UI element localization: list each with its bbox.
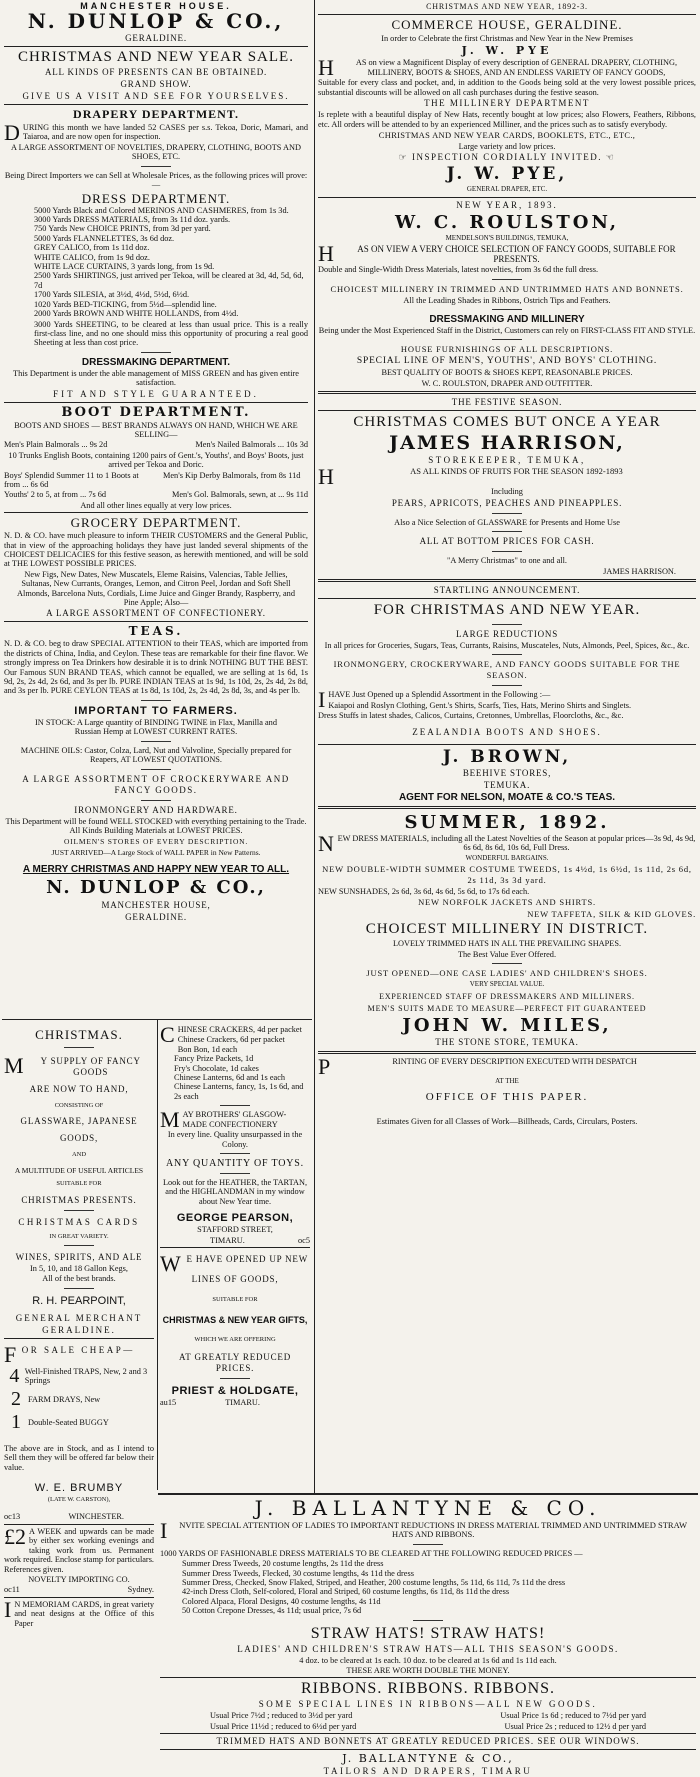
miles-millinery: CHOICEST MILLINERY IN DISTRICT. (365, 921, 649, 938)
farmers-text: IN STOCK: A Large quantity of BINDING TWINE in Flax, Manilla and Russian Hemp at LOWEST CURRENT RATES. (35, 717, 277, 737)
pye-inspection (318, 152, 696, 163)
brumby-ref: oc13 (4, 1512, 21, 1522)
ballantyne-name: J. BALLANTYNE & CO. (254, 1496, 602, 1520)
brumby-late: (LATE W. CARSTON), (47, 1496, 111, 1504)
ironmongery-text: This Department will be found WELL STOCKED with everything pertaining to the Trade. All Kinds Building Materials at LOWEST PRICES. (5, 816, 307, 835)
dunlop-name: N. DUNLOP & CO., (27, 9, 285, 33)
office-estimates: Estimates Given for all Classes of Work—Billheads, Cards, Circulars, Posters. (376, 1116, 638, 1126)
miles-case: JUST OPENED—ONE CASE LADIES' AND CHILDREN'S SHOES. (366, 968, 648, 979)
miles-case-sub: VERY SPECIAL VALUE. (469, 980, 545, 989)
novelty-town: Sydney. (127, 1585, 154, 1595)
miles-body: EW DRESS MATERIALS, including all the Latest Novelties of the Season at popular prices—3s 9d, 4s 9d, 6s 6d, 8s 6d, 10s 6d, Full Dress. (337, 833, 696, 852)
boot-title: BOOT DEPARTMENT. (61, 404, 251, 420)
brown-advert (318, 585, 696, 803)
brown-zealandia: ZEALANDIA BOOTS AND SHOES. (412, 726, 602, 737)
lower-left-divider (157, 1020, 158, 1490)
ballantyne-straw: STRAW HATS! STRAW HATS! (310, 1624, 546, 1642)
dunlop-sale: CHRISTMAS AND NEW YEAR SALE. (18, 49, 294, 65)
harrison-advert (318, 397, 696, 576)
ballantyne-top-rule (158, 1493, 698, 1495)
miles-name: JOHN W. MILES, (402, 1014, 612, 1036)
pearpoint-title: CHRISTMAS. (35, 1027, 123, 1042)
pye-cards-sub: Large variety and low prices. (458, 142, 556, 152)
novelty-ref: oc11 (4, 1585, 20, 1595)
pearson-lookout: Look out for the HEATHER, the TARTAN, and the HIGHLANDMAN in my window about New Year time. (162, 1178, 308, 1206)
ballantyne-item: 42-inch Dress Cloth, Self-colored, Floral and Striped, 60 costume lengths, 6s 11d, 8s 11d the dress (182, 1587, 510, 1597)
novelty-advert (4, 1523, 154, 1595)
ballantyne-trimmed: TRIMMED HATS AND BONNETS AT GREATLY REDUCED PRICES. SEE OUR WINDOWS. (216, 1736, 640, 1747)
brumby-item-text: Double-Seated BUGGY (28, 1417, 109, 1427)
drapery-title: DRAPERY DEPARTMENT. (73, 107, 239, 121)
pearson-line: Chinese Lanterns, fancy, 1s, 1s 6d, and 2s each (174, 1082, 304, 1101)
miles-bargains: WONDERFUL BARGAINS. (465, 853, 549, 862)
memoriam-advert (4, 1596, 154, 1628)
roulston-name: W. C. ROULSTON, (394, 211, 620, 233)
priest-footer (160, 1398, 310, 1407)
main-column-divider (314, 0, 315, 1493)
brown-iron: IRONMONGERY, CROCKERYWARE, AND FANCY GOODS SUITABLE FOR THE SEASON. (333, 659, 681, 681)
ballantyne-item: 50 Cotton Crepone Dresses, 4s 11d; usual price, 7s 6d (182, 1606, 362, 1616)
dress-line: 3000 Yards DRESS MATERIALS, from 3s 11d doz. yards. (34, 215, 231, 225)
harrison-fruits: PEARS, APRICOTS, PEACHES AND PINEAPPLES. (391, 497, 623, 508)
oilmen: OILMEN'S STORES OF EVERY DESCRIPTION. (63, 837, 249, 847)
roulston-shapes: All the Leading Shades in Ribbons, Ostrich Tips and Feathers. (403, 295, 611, 305)
brumby-footer (4, 1512, 154, 1521)
ballantyne-item: Summer Dress, Checked, Snow Flaked, Striped, and Heather, 200 costume lengths, 5s 11d, 6s 11d, 7s 11d the dress (182, 1578, 566, 1588)
roulston-body: AS ON VIEW A VERY CHOICE SELECTION OF FANCY GOODS, SUITABLE FOR PRESENTS. (357, 244, 676, 265)
roulston-special: SPECIAL LINE OF MEN'S, YOUTHS', AND BOYS' CLOTHING. (356, 356, 658, 367)
harrison-text (318, 464, 696, 490)
dress-line: 2000 Yards BROWN AND WHITE HOLLANDS, from 4½d. (34, 309, 239, 319)
novelty-amount: £2 (4, 1523, 26, 1549)
farmers-title: IMPORTANT TO FARMERS. (74, 704, 238, 717)
brumby-item (4, 1411, 154, 1434)
dunlop-novelties: A LARGE ASSORTMENT OF NOVELTIES, DRAPERY, CLOTHING, BOOTS AND SHOES, ETC. (10, 143, 301, 162)
roulston-boots: BEST QUALITY OF BOOTS & SHOES KEPT, REASONABLE PRICES. (381, 368, 633, 378)
dress-title: DRESS DEPARTMENT. (81, 190, 231, 206)
ballantyne-invite-text: NVITE SPECIAL ATTENTION OF LADIES TO IMPORTANT REDUCTIONS IN DRESS MATERIAL TRIMMED AND UNTRIMMED STRAW HATS AND RIBBONS. (179, 1520, 688, 1540)
pearpoint-wines: WINES, SPIRITS, AND ALE (15, 1252, 143, 1263)
ribbon-price: Usual Price 1s 6d ; reduced to 7½d per yard (500, 1711, 646, 1721)
miles-advert (318, 812, 696, 1048)
roulston-text (318, 241, 696, 267)
roulston-advert (318, 200, 696, 388)
priest-line2: LINES OF GOODS, (191, 1274, 279, 1285)
pye-top: CHRISTMAS AND NEW YEAR, 1892-3. (426, 2, 588, 11)
dress-line: WHITE CALICO, from 1s 9d doz. (34, 252, 150, 262)
pye-cards: CHRISTMAS AND NEW YEAR CARDS, BOOKLETS, ETC., ETC., (378, 130, 636, 141)
dunlop-visit: GIVE US A VISIT AND SEE FOR YOURSELVES. (22, 91, 290, 101)
teas-text: N. D. & CO. beg to draw SPECIAL ATTENTION to their TEAS, which are imported from the districts of China, India, and Ceylon. These teas are remarkable for their fine flavor. We strongly impress on Tea Drinkers how desirable it is to drink NOTHING BUT THE BEST. Our Famous SUN BRAND TEAS, which cannot be equalled, we are selling at 1s 6d, 1s 9d, 2s, 2s 4d, 2s 6d, and 3s per lb. PURE INDIAN TEAS at 1s 9d, 1s 10d, 2s, 2s 4d, 2s 8d, and 3s per lb. PURE CEYLON TEAS at 1s 8d, 1s 10d, 2s, 2s 4d, 2s 8d, 3s, and 4s per lb. (4, 639, 308, 696)
brumby-item (4, 1365, 154, 1388)
brown-prices: In all prices for Groceries, Sugars, Teas, Currants, Raisins, Muscateles, Nuts, Almonds, Peel, Spices, &c., &c. (324, 640, 690, 650)
pearpoint-best: All of the best brands. (42, 1274, 116, 1284)
pointing-hand-icon: ☜ (602, 152, 616, 163)
dunlop-presents: ALL KINDS OF PRESENTS CAN BE OBTAINED. (44, 67, 268, 77)
brumby-num: 4 (9, 1364, 20, 1387)
roulston-dress: Double and Single-Width Dress Materials, latest novelties, from 3s 6d the full dress. (318, 265, 599, 275)
pearson-town: TIMARU. (210, 1235, 245, 1245)
dress-line: 2500 Yards SHIRTINGS, just arrived per Tekoa, will be cleared at 3d, 4d, 5d, 6d, 7d (34, 271, 304, 290)
harrison-body: AS ALL KINDS OF FRUITS FOR THE SEASON 1892-1893 (410, 466, 623, 477)
pearpoint-drop: M (4, 1053, 25, 1078)
brumby-item-text: Well-Finished TRAPS, New, 2 and 3 Springs (24, 1366, 148, 1386)
priest-gifts: CHRISTMAS & NEW YEAR GIFTS, (162, 1314, 308, 1325)
pearpoint-line2: ARE NOW TO HAND, (29, 1084, 129, 1094)
harrison-name: JAMES HARRISON, (389, 432, 625, 455)
ballantyne-season: LADIES' AND CHILDREN'S STRAW HATS—ALL THIS SEASON'S GOODS. (237, 1643, 619, 1654)
boot-item: Men's Plain Balmorals ... 9s 2d (4, 440, 108, 450)
brumby-advert (4, 1341, 154, 1522)
office-text (318, 1053, 696, 1079)
pye-celebrate: In order to Celebrate the first Christmas and New Year in the New Premises (381, 34, 633, 43)
roulston-house: HOUSE FURNISHINGS OF ALL DESCRIPTIONS. (400, 344, 614, 355)
brumby-sale-text: OR SALE CHEAP— (21, 1344, 135, 1355)
brumby-item-text: FARM DRAYS, New (28, 1394, 101, 1404)
harrison-drop: H (318, 464, 334, 490)
dress-sheeting: 3000 Yards SHEETING, to be cleared at less than usual price. This is a really first-class line, and no one should miss this opportunity of procuring a real good Sheeting at less than cost price. (34, 319, 308, 348)
boot-item: Men's Nailed Balmorals ... 10s 3d (195, 440, 308, 450)
left-lower-column (4, 1023, 154, 1741)
brumby-note: The above are in Stock, and as I intend to Sell them they will be offered far below their value. (4, 1443, 154, 1472)
grocery-title: GROCERY DEPARTMENT. (70, 515, 242, 531)
brown-drop: I (318, 687, 326, 713)
dressmaking-fit: FIT AND STYLE GUARANTEED. (53, 388, 259, 399)
boot-item: Boys' Splendid Summer 11 to 1 Boots at from ... 6s 6d (4, 470, 139, 489)
pearpoint-consisting: CONSISTING OF (54, 1102, 104, 1109)
ballantyne-advert (160, 1496, 696, 1777)
dress-list (4, 206, 308, 319)
miles-gloves: NEW TAFFETA, SILK & KID GLOVES. (527, 909, 696, 920)
pearpoint-multitude: A MULTITUDE OF USEFUL ARTICLES (14, 1165, 144, 1175)
merry-christmas: A MERRY CHRISTMAS AND HAPPY NEW YEAR TO ALL. (22, 863, 290, 875)
brown-town: TEMUKA. (483, 779, 531, 790)
brown-stuffs: Dress Stuffs in latest shades, Calicos, Curtains, Cretonnes, Umbrellas, Floorcloths, &c., &c. (318, 711, 624, 721)
pearson-column (160, 1023, 310, 1493)
brown-headline: FOR CHRISTMAS AND NEW YEAR. (373, 601, 641, 618)
priest-town: TIMARU. (225, 1397, 260, 1407)
priest-line1 (160, 1251, 310, 1277)
roulston-sign: W. C. ROULSTON, DRAPER AND OUTFITTER. (421, 378, 593, 388)
pearson-ref: oc5 (298, 1235, 310, 1245)
pye-millinery: THE MILLINERY DEPARTMENT (424, 98, 590, 109)
harrison-merry: "A Merry Christmas" to one and all. (447, 556, 567, 566)
boot-row (4, 440, 308, 449)
pearson-footer (160, 1236, 310, 1245)
pye-inspection-text: INSPECTION CORDIALLY INVITED. (411, 152, 602, 163)
wallpaper: JUST ARRIVED—A Large Stock of WALL PAPER in New Patterns. (51, 848, 261, 858)
dunlop-sign-house: MANCHESTER HOUSE, (101, 899, 211, 910)
ironmongery: IRONMONGERY AND HARDWARE. (74, 804, 238, 815)
harrison-glass: Also a Nice Selection of GLASSWARE for Presents and Home Use (394, 517, 620, 527)
brown-agent: AGENT FOR NELSON, MOATE & CO.'S TEAS. (398, 791, 616, 803)
pye-advert (318, 1, 696, 195)
pearpoint-town: GERALDINE. (42, 1324, 116, 1335)
brumby-num: 2 (11, 1387, 21, 1410)
dunlop-importers: Being Direct Importers we can Sell at Wholesale Prices, as the following prices will prove:— (4, 170, 308, 190)
brumby-drop: F (4, 1341, 19, 1367)
dunlop-sign-town: GERALDINE. (125, 911, 187, 922)
priest-drop: W (160, 1251, 182, 1277)
brown-beehive: BEEHIVE STORES, (462, 767, 552, 778)
pearpoint-merchant: GENERAL MERCHANT (15, 1312, 143, 1323)
pearpoint-line1 (4, 1053, 154, 1078)
ribbon-row (160, 1711, 696, 1720)
ballantyne-tailors: TAILORS AND DRAPERS, TIMARU (323, 1766, 533, 1777)
office-drop: P (318, 1053, 331, 1079)
miles-store: THE STONE STORE, TEMUKA. (435, 1036, 579, 1047)
pearson-line: Fry's Chocolate, 1d cakes (174, 1063, 259, 1073)
miles-jackets: NEW NORFOLK JACKETS AND SHIRTS. (418, 897, 596, 908)
miles-tweeds: NEW DOUBLE-WIDTH SUMMER COSTUME TWEEDS, 1s 4½d, 1s 6½d, 1s 11d, 2s 6d, 2s 11d, 3s 3d yard. (322, 863, 692, 885)
pearson-line-text: HINESE CRACKERS, 4d per packet (177, 1025, 302, 1034)
grocery-list: New Figs, New Dates, New Muscatels, Eleme Raisins, Valencias, Table Jellies, Sultanas, New Currants, Oranges, Lemon, and Citron Peel, Jordan and Soft Shell Almonds, Barcelona Nuts, Cordials, Lime Juice and Ginger Brandy, Raspberry, and Pine Apple; Also— (17, 569, 295, 608)
pye-jwpye: J. W. PYE (461, 44, 553, 58)
brumby-name: W. E. BRUMBY (34, 1482, 124, 1495)
dress-line: 5000 Yards Black and Colored MERINOS AND CASHMERES, from 1s 3d. (34, 205, 289, 215)
pye-body: AS on view a Magnificent Display of every description of GENERAL DRAPERY, CLOTHING, MILLINERY, BOOTS & SHOES, AND AN ENDLESS VARIETY OF FANCY GOODS, (355, 58, 678, 77)
ballantyne-items (160, 1559, 696, 1615)
ribbon-price: Usual Price 11½d ; reduced to 6½d per yard (210, 1721, 357, 1731)
pearpoint-advert (4, 1027, 154, 1336)
boot-item: Youths' 2 to 5, at from ... 7s 6d (4, 490, 107, 500)
boot-trunks: 10 Trunks English Boots, containing 1200 pairs of Gent.'s, Youths', and Boys' Boots, just arrived per Tekoa and Doric. (8, 450, 304, 470)
ballantyne-special: SOME SPECIAL LINES IN RIBBONS—ALL NEW GOODS. (258, 1699, 598, 1710)
pye-draper: GENERAL DRAPER, ETC. (466, 185, 548, 194)
drapery-body: URING this month we have landed 52 CASES per s.s. Tekoa, Doric, Mamari, and Taiaroa, and are now open for inspection. (22, 123, 308, 142)
machine-oils: MACHINE OILS: Castor, Colza, Lard, Nut and Valvoline, Specially prepared for Reapers, AT LOWEST QUOTATIONS. (20, 745, 292, 765)
pearson-line: Bon Bon, 1d each (177, 1044, 238, 1054)
pearpoint-suitable: SUITABLE FOR (56, 1180, 102, 1188)
office-paper: OFFICE OF THIS PAPER. (425, 1090, 589, 1103)
miles-hats: LOVELY TRIMMED HATS IN ALL THE PREVAILING SHAPES. (392, 939, 622, 949)
boot-other: And all other lines equally at very low prices. (80, 500, 232, 510)
office-advert (318, 1053, 696, 1127)
dress-line: 5000 Yards FLANNELETTES, 3s 6d doz. (34, 233, 175, 243)
boot-brands: BOOTS AND SHOES — BEST BRANDS ALWAYS ON HAND, WHICH WE ARE SELLING— (14, 420, 298, 439)
confectionery: A LARGE ASSORTMENT OF CONFECTIONERY. (46, 608, 266, 619)
boot-item: Men's Kip Derby Balmorals, from 8s 11d (163, 470, 301, 480)
harrison-festive: THE FESTIVE SEASON. (451, 397, 563, 408)
harrison-sign: JAMES HARRISON. (603, 566, 676, 576)
dressmaking-text: This Department is under the able management of MISS GREEN and has given entire satisfaction. (13, 368, 299, 388)
ballantyne-double: THESE ARE WORTH DOUBLE THE MONEY. (346, 1666, 510, 1676)
pye-suitable: Suitable for every class and pocket, and, in addition to the Goods being sold at the very lowest possible prices, substantial discounts will be allowed on all cash purchases during the festive season. (318, 78, 696, 97)
brown-name: J. BROWN, (442, 746, 572, 767)
ballantyne-item: Colored Alpaca, Floral Designs, 40 costume lengths, 4s 11d (182, 1596, 381, 1606)
pearson-line: Chinese Lanterns, 6d and 1s each (174, 1073, 286, 1083)
ballantyne-invite (160, 1518, 696, 1543)
novelty-text (4, 1523, 154, 1574)
miles-summer: SUMMER, 1892. (404, 811, 610, 833)
dunlop-grand: GRAND SHOW. (120, 79, 192, 89)
brumby-town: WINCHESTER. (68, 1512, 124, 1522)
office-body: RINTING OF EVERY DESCRIPTION EXECUTED WITH DESPATCH (392, 1056, 637, 1066)
pearson-confect (160, 1107, 310, 1133)
pointing-hand-icon: ☞ (398, 152, 412, 163)
brumby-item (4, 1388, 154, 1411)
dress-line: 750 Yards New CHOICE PRINTS, from 3d per yard. (34, 224, 211, 234)
novelty-name: NOVELTY IMPORTING CO. (28, 1574, 130, 1584)
priest-ref: au15 (160, 1397, 177, 1407)
roulston-millinery: CHOICEST MILLINERY IN TRIMMED AND UNTRIMMED HATS AND BONNETS. (330, 283, 684, 294)
miles-staff: EXPERIENCED STAFF OF DRESSMAKERS AND MILLINERS. (379, 991, 635, 1001)
ribbon-price: Usual Price 7½d ; reduced to 3½d per yard (210, 1711, 353, 1721)
pearpoint-and: AND (71, 1151, 87, 1159)
pearson-street: STAFFORD STREET, (197, 1225, 273, 1235)
roulston-dm-text: Being under the Most Experienced Staff in the District, Customers can rely on FIRST-CLASS FIT AND STYLE. (318, 326, 696, 336)
right-column (318, 0, 696, 1493)
pearson-name: GEORGE PEARSON, (176, 1212, 294, 1225)
dressmaking-title: DRESSMAKING DEPARTMENT. (81, 356, 231, 368)
pearpoint-presents: CHRISTMAS PRESENTS. (21, 1194, 137, 1205)
brumby-sale (4, 1341, 154, 1367)
pye-name: J. W. PYE, (446, 164, 568, 185)
harrison-store: STOREKEEPER, TEMUKA, (428, 455, 586, 466)
ribbon-row (160, 1722, 696, 1731)
miles-suits: MEN'S SUITS MADE TO MEASURE—PERFECT FIT GUARANTEED (367, 1003, 647, 1013)
brown-startling: STARTLING ANNOUNCEMENT. (433, 584, 581, 595)
pearpoint-goods: GOODS, (59, 1133, 99, 1144)
ballantyne-item: Summer Dress Tweeds, Flecked, 30 costume lengths, 4s 11d the dress (182, 1568, 414, 1578)
roulston-year: NEW YEAR, 1893. (456, 199, 558, 210)
brown-opened-text: HAVE Just Opened up a Splendid Assortment in the Following :— (328, 690, 551, 700)
pearpoint-line1-text: Y SUPPLY OF FANCY GOODS (40, 1056, 141, 1077)
pearson-line: Fancy Prize Packets, 1d (174, 1054, 254, 1064)
miles-drop: N (318, 830, 334, 856)
dress-line: WHITE LACE CURTAINS, 3 yards long, from 1s 9d. (34, 262, 215, 272)
ballantyne-doz: 4 doz. to be cleared at 1s each. 10 doz. to be cleared at 1s 6d and 1s 11d each. (299, 1655, 557, 1665)
priest-suitable: SUITABLE FOR (212, 1296, 258, 1304)
pearson-toys: ANY QUANTITY OF TOYS. (166, 1158, 304, 1170)
priest-reduced: AT GREATLY REDUCED PRICES. (179, 1351, 291, 1373)
pearson-confect-text: AY BROTHERS' GLASGOW-MADE CONFECTIONERY (182, 1110, 287, 1129)
roulston-drop: H (318, 241, 334, 267)
dunlop-town: GERALDINE. (125, 33, 187, 43)
grocery-text: N. D. & CO. have much pleasure to inform THEIR CUSTOMERS and the General Public, that in view of the approaching holidays they have just landed several shipments of the CHOICEST DELICACIES for this festive season, as herewith mentioned, and will be sold at THE LOWEST POSSIBLE PRICES. (4, 531, 308, 569)
crockery: A LARGE ASSORTMENT OF CROCKERYWARE AND FANCY GOODS. (22, 773, 290, 795)
novelty-footer (4, 1585, 154, 1594)
drapery-drop: D (4, 120, 20, 145)
memoriam-text: N MEMORIAM CARDS, in great variety and neat designs at the Office of this Paper (14, 1599, 154, 1628)
pearson-drop: C (160, 1022, 175, 1047)
brown-reductions: LARGE REDUCTIONS (455, 628, 559, 639)
roulston-dressmaking: DRESSMAKING AND MILLINERY (429, 314, 585, 326)
dunlop-sign-name: N. DUNLOP & CO., (46, 876, 266, 898)
miles-sunshades: NEW SUNSHADES, 2s 6d, 3s 6d, 4s 6d, 5s 6d, to 17s 6d each. (318, 886, 530, 896)
boot-row (4, 471, 308, 490)
novelty-body: A WEEK and upwards can be made by either sex working evenings and taking work from us. Permanent work required. Enclose stamp for particulars. References given. (4, 1526, 154, 1574)
brown-clothing: Kaiapoi and Roslyn Clothing, Gent.'s Shirts, Scarfs, Ties, Hats, Merino Shirts and Singlets. (328, 700, 632, 710)
memoriam-drop: I (4, 1596, 12, 1622)
dress-line: 1020 Yards BED-TICKING, from 5½d—splendid line. (34, 299, 217, 309)
roulston-buildings: MENDELSON'S BUILDINGS, TEMUKA, (445, 233, 569, 242)
priest-line1-text: E HAVE OPENED UP NEW (186, 1254, 309, 1265)
miles-value: The Best Value Ever Offered. (457, 949, 557, 959)
pearson-line: Chinese Crackers, 6d per packet (177, 1035, 285, 1045)
pearpoint-kegs: In 5, 10, and 18 Gallon Kegs, (30, 1264, 128, 1274)
priest-offering: WHICH WE ARE OFFERING (194, 1335, 276, 1343)
boot-item: Men's Gol. Balmorals, sewn, at ... 9s 11d (172, 490, 308, 500)
miles-text (318, 830, 696, 856)
pye-drop: H (318, 55, 334, 81)
ballantyne-ribbons: RIBBONS. RIBBONS. RIBBONS. (300, 1680, 556, 1698)
pye-millinery-text: Is replete with a beautiful display of New Hats, recently bought at low prices; also Flowers, Feathers, Ribbons, etc. All orders will be attended to by an experienced Milliner, and the prices such as to satisfy everybody. (318, 110, 696, 129)
pearpoint-glassware: GLASSWARE, JAPANESE (20, 1116, 138, 1127)
dunlop-house: MANCHESTER HOUSE. (80, 1, 232, 11)
office-at: AT THE (495, 1076, 519, 1085)
brumby-num: 1 (11, 1410, 21, 1433)
pye-house: COMMERCE HOUSE, GERALDINE. (391, 17, 623, 32)
harrison-including: Including (491, 487, 523, 497)
harrison-bottom: ALL AT BOTTOM PRICES FOR CASH. (419, 536, 595, 547)
priest-advert (160, 1251, 310, 1407)
ballantyne-yards: 1000 YARDS OF FASHIONABLE DRESS MATERIALS TO BE CLEARED AT THE FOLLOWING REDUCED PRICES — (160, 1548, 583, 1558)
pearpoint-variety: IN GREAT VARIETY. (49, 1232, 109, 1240)
pearson-confect-drop: M (160, 1107, 180, 1133)
pearpoint-cards: CHRISTMAS CARDS (18, 1216, 140, 1227)
pearson-confect2: In every line. Quality unsurpassed in the Colony. (167, 1130, 303, 1149)
pearson-advert (160, 1022, 310, 1245)
pearpoint-name: R. H. PEARPOINT, (32, 1294, 126, 1307)
harrison-headline: CHRISTMAS COMES BUT ONCE A YEAR (353, 414, 661, 431)
ballantyne-item: Summer Dress Tweeds, 20 costume lengths, 2s 11d the dress (182, 1559, 384, 1569)
teas-title: TEAS. (128, 624, 184, 639)
dress-line: GREY CALICO, from 1s 11d doz. (34, 243, 150, 253)
boot-row (4, 490, 308, 499)
pye-text (318, 55, 696, 81)
ribbon-price: Usual Price 2s ; reduced to 12½ d per yard (504, 1721, 646, 1731)
ballantyne-drop: I (160, 1518, 168, 1543)
priest-name: PRIEST & HOLDGATE, (171, 1384, 299, 1397)
dress-line: 1700 Yards SILESIA, at 3½d, 4½d, 5½d, 6½d. (34, 290, 190, 300)
ballantyne-sign: J. BALLANTYNE & CO., (342, 1752, 514, 1766)
drapery-text (4, 120, 308, 145)
